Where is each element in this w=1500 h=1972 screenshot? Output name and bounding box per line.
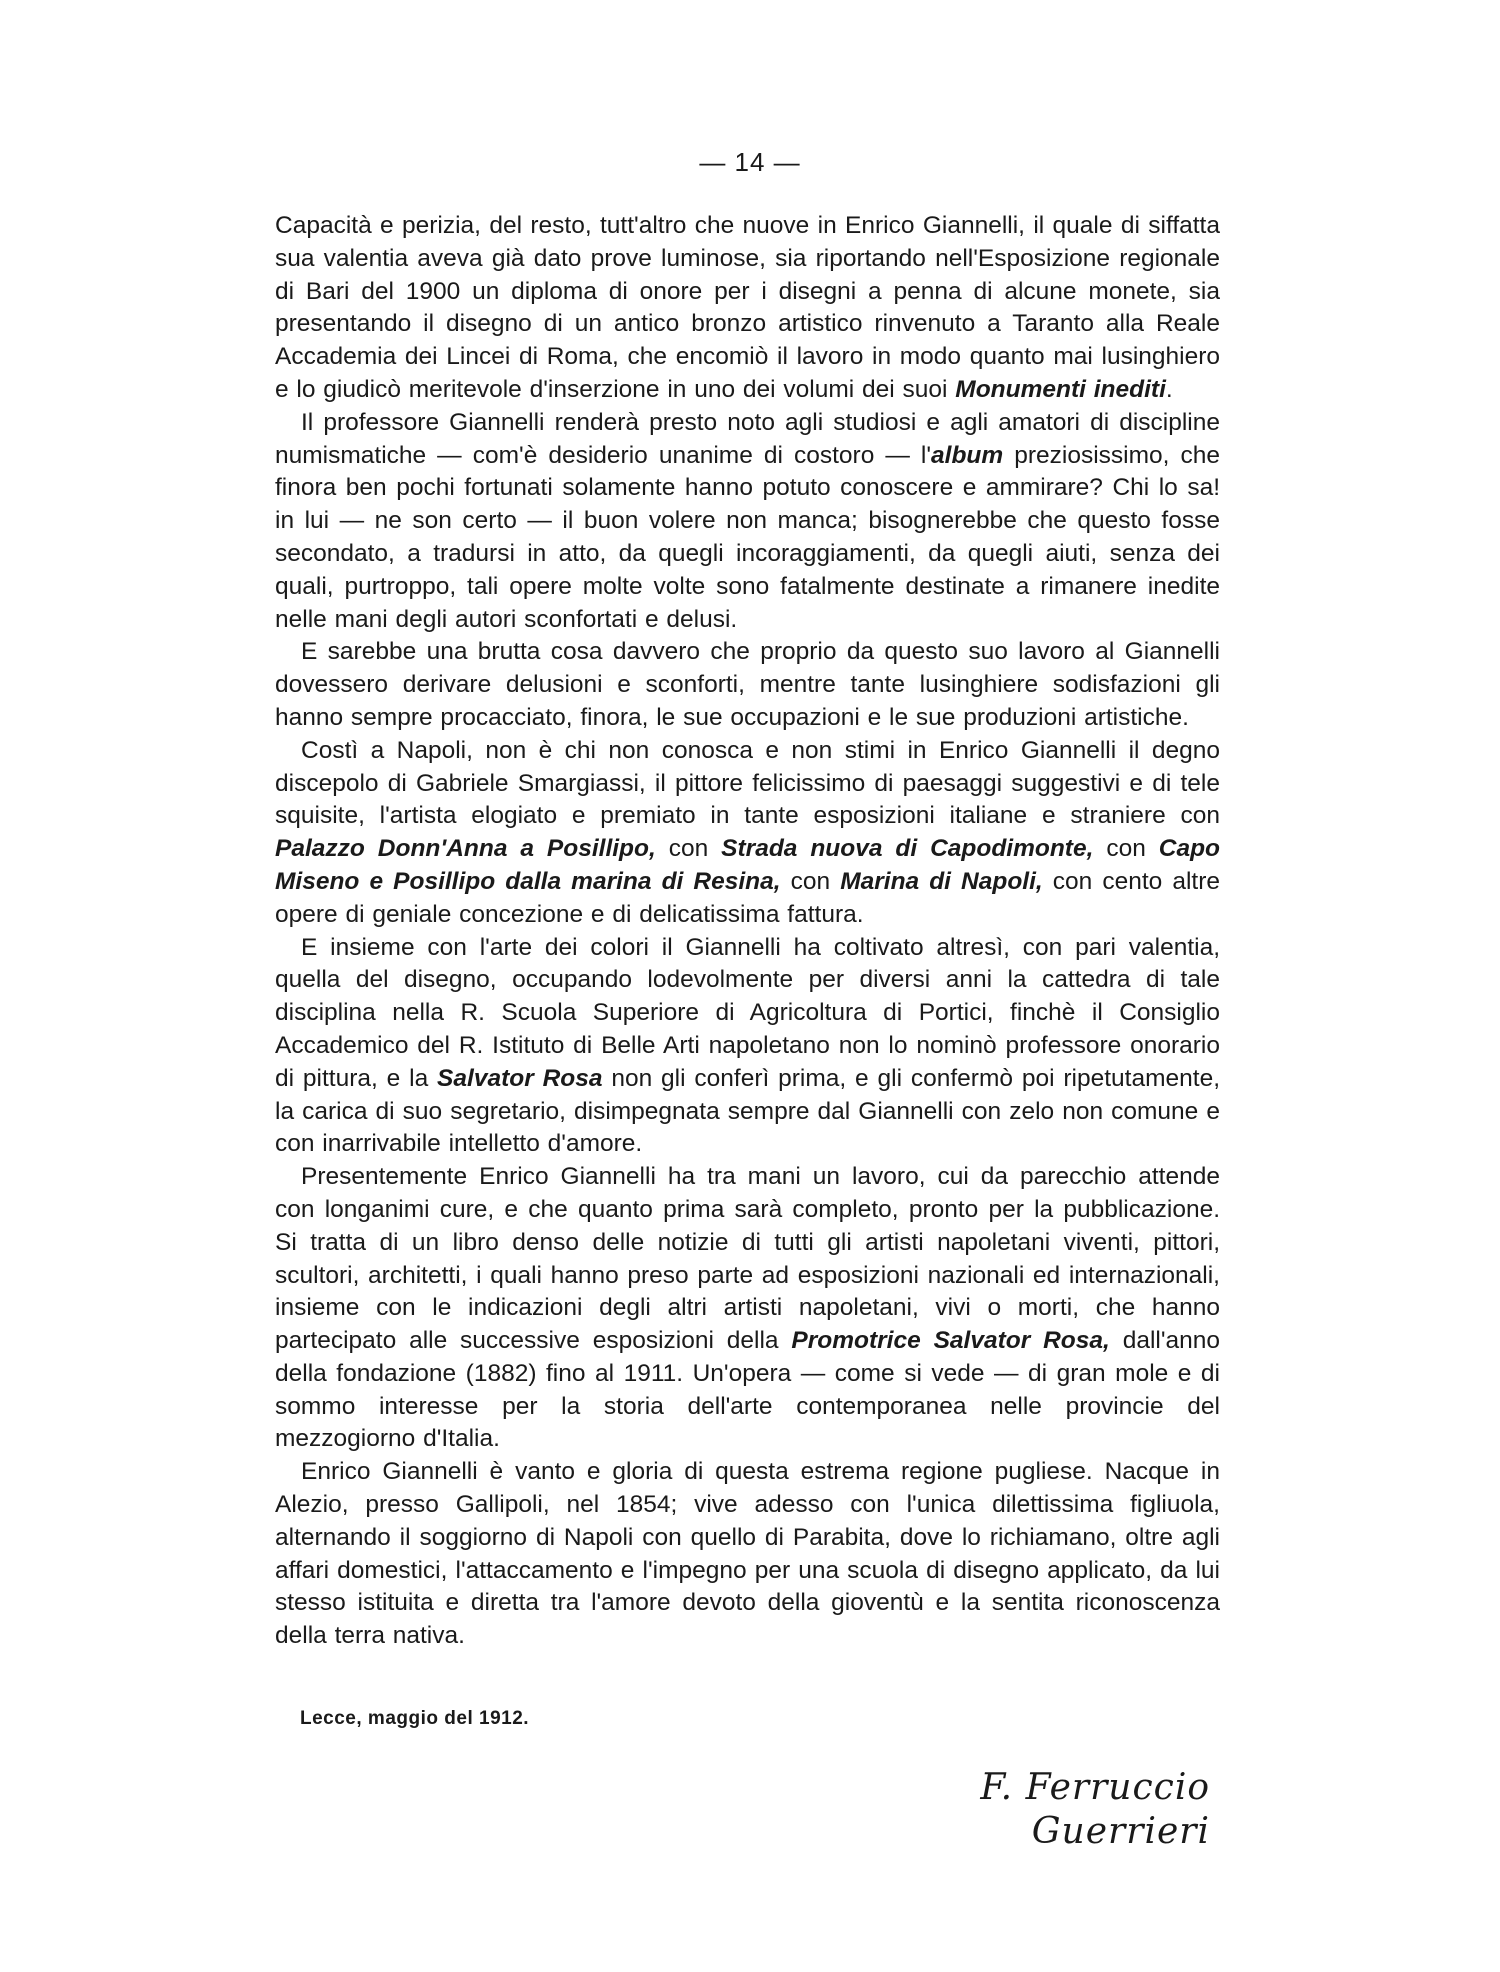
dateline: Lecce, maggio del 1912.	[300, 1708, 530, 1729]
paragraph-text: .	[1165, 375, 1173, 403]
paragraph-text: E insieme con l'arte dei colori il Giannelli ha coltivato altresì, con pari valentia, quella del disegno, occupando lodevolmente per diversi anni la cattedra di tale disciplina nella R. Scuola Superiore di Agricoltura di Portici, finchè il Consiglio Accademico del R. Istituto di Belle Arti napoletano non lo nominò professore onorario di pittura, e la	[275, 933, 1220, 1092]
italic-title-text: Salvator Rosa	[437, 1064, 603, 1092]
paragraph-text: Capacità e perizia, del resto, tutt'altro che nuove in Enrico Giannelli, il quale di siffatta sua valentia aveva già dato prove luminose, sia riportando nell'Esposizione regionale di Bari del 1900 un diploma di onore per i disegni a penna di alcune monete, sia presentando il disegno di un antico bronzo artistico rinvenuto a Taranto alla Reale Accademia dei Lincei di Roma, che encomiò il lavoro in modo quanto mai lusinghiero e lo giudicò meritevole d'inserzione in uno dei volumi dei suoi	[275, 212, 1220, 403]
paragraph-text: Enrico Giannelli è vanto e gloria di questa estrema regione pugliese. Nacque in Alezio, presso Gallipoli, nel 1854; vive adesso con l'unica dilettissima figliuola, alternando il soggiorno di Napoli con quello di Parabita, dove lo richiamano, oltre agli affari domestici, l'attaccamento e l'impegno per una scuola di disegno applicato, da lui stesso istituita e diretta tra l'amore devoto della gioventù e la sentita riconoscenza della terra nativa.	[275, 1458, 1220, 1650]
paragraph-text: Presentemente Enrico Giannelli ha tra mani un lavoro, cui da parecchio attende con longanimi cure, e che quanto prima sarà completo, pronto per la pubblicazione. Si tratta di un libro denso delle notizie di tutti gli artisti napoletani viventi, pittori, scultori, architetti, i quali hanno preso parte ad esposizioni nazionali ed internazionali, insieme con le indicazioni degli altri artisti napoletani, vivi o morti, che hanno partecipato alle successive esposizioni della	[275, 1163, 1220, 1355]
italic-title-text: Marina di Napoli,	[840, 867, 1043, 895]
paragraph-text: non gli conferì prima, e gli confermò poi ripetutamente, la carica di suo segretario, disimpegnata sempre dal Giannelli con zelo non comune e con inarrivabile intelletto d'amore.	[275, 1064, 1221, 1158]
paragraph-text: Il professore Giannelli renderà presto noto agli studiosi e agli amatori di discipline numismatiche — com'è desiderio unanime di costoro — l'	[275, 408, 1220, 469]
paragraph	[275, 735, 1220, 932]
italic-title-text: Capo Miseno e Posillipo dalla marina di Resina,	[275, 835, 1220, 895]
author-signature: F. Ferruccio Guerrieri	[980, 1767, 1210, 1852]
paragraph	[275, 210, 1220, 407]
paragraph-text: con	[655, 835, 722, 863]
italic-title-text: album	[931, 441, 1004, 469]
paragraph	[275, 1456, 1220, 1653]
paragraph-text: con	[1093, 835, 1159, 863]
paragraph-text: preziosissimo, che finora ben pochi fortunati solamente hanno potuto conoscere e ammirare? Chi lo sa! in lui — ne son certo — il buon volere non manca; bisognerebbe che questo fosse secondato, a tradursi in atto, da quegli incoraggiamenti, da quegli aiuti, senza dei quali, purtroppo, tali opere molte volte sono fatalmente destinate a rimanere inedite nelle mani degli autori sconfortati e delusi.	[275, 441, 1220, 633]
paragraph-text: dall'anno della fondazione (1882) fino al 1911. Un'opera — come si vede — di gran mole e di sommo interesse per la storia dell'arte contemporanea nelle provincie del mezzogiorno d'Italia.	[275, 1327, 1221, 1453]
article-body	[275, 210, 1220, 1653]
paragraph-text: con	[780, 867, 841, 895]
italic-title-text: Promotrice Salvator Rosa,	[791, 1327, 1110, 1355]
italic-title-text: Monumenti inediti	[955, 375, 1166, 403]
paragraph-text: E sarebbe una brutta cosa davvero che proprio da questo suo lavoro al Giannelli dovessero derivare delusioni e sconforti, mentre tante lusinghiere sodisfazioni gli hanno sempre procacciato, finora, le sue occupazioni e le sue produzioni artistiche.	[275, 638, 1220, 731]
paragraph	[275, 1161, 1220, 1456]
italic-title-text: Palazzo Donn'Anna a Posillipo,	[275, 835, 656, 863]
paragraph-text: con cento altre opere di geniale concezione e di delicatissima fattura.	[275, 867, 1220, 928]
page-number: — 14 —	[699, 147, 801, 177]
paragraph	[275, 636, 1220, 734]
paragraph-text: Costì a Napoli, non è chi non conosca e non stimi in Enrico Giannelli il degno discepolo di Gabriele Smargiassi, il pittore felicissimo di paesaggi suggestivi e di tele squisite, l'artista elogiato e premiato in tante esposizioni italiane e straniere con	[275, 736, 1220, 830]
italic-title-text: Strada nuova di Capodimonte,	[721, 835, 1094, 863]
paragraph	[275, 932, 1220, 1162]
paragraph	[275, 407, 1220, 637]
